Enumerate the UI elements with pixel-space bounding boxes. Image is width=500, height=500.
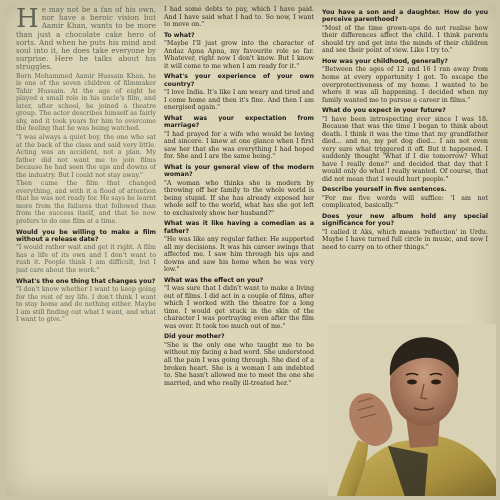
interview-question: Does your new album hold any special significance for you? [322,212,488,228]
interview-question: What was your expectation from marriage? [164,114,314,130]
interview-answer: "Between the ages of 12 and 16 I ran away from home at every opportunity I got. To escape the overprotectiveness of my home. I wanted to be where it was all happening. I decided when my family wanted me to pursue a career in films." [322,66,488,104]
magazine-page [6,6,496,496]
interview-question: To what? [164,31,195,39]
portrait-illustration [328,324,496,496]
interview-question: What was it like having a comedian as a father? [164,220,314,235]
interview-answer: "He was like any regular father. He supported all my decisions. It was his career swings that affected me. I saw him through his ups and downs and saw his home when he was very low." [164,236,314,274]
interview-answer: "A woman who thinks she is modern by throwing off her family to the whole world is being stupid. If she has already exposed her whole self to the world, what has she got left to exclusively show her husband?" [164,179,314,217]
body-paragraph: Born Mohammed Aamir Hussain Khan, he is one of the seven children of filmmaker Tahir Hussain. At the age of eight he played a small role in his uncle's film, and later, after school, he joined a theatre group. The actor describes himself as fairly shy, and it took years for him to overcome the feeling that he was being watched. [16,72,156,133]
interview-question: What's your experience of your own country? [164,73,314,88]
interview-answer: "I had prayed for a wife who would be loving and sincere. I knew at one glance when I first saw her that she was everything I had hoped for. She and I are the same being." [164,130,314,161]
interview-answer: "I called it Aks, which means 'reflection' in Urdu. Maybe I have turned full circle in music, and now I need to carry on to other things." [322,228,488,251]
interview-question: What do you expect in your future? [322,107,446,115]
body-paragraph: "I was always a quiet boy, the one who sat at the back of the class and said very little. Acting was an accident, not a plan. My father did not want me to join films because he had seen the ups and downs of the industry. But I could not stay away." [16,134,156,179]
drop-cap: H [16,6,39,34]
interview-question: What's the one thing that changes you? [16,277,156,285]
left-eye [407,380,417,385]
portrait-photo [328,324,496,496]
lead-text: e may not be a fan of his own, nor have a heroic vision but Aamir Khan, wants to be more than just a chocolate cake hero of sorts. And when he puts his mind and soul into it, he does take everyone by surprise. Here he talks about his struggles. [16,6,156,72]
interview-answer: "I don't know whether I want to keep going for the rest of my life. I don't think I want to stay home and do nothing either. Maybe I am still finding out what I want, and what I want to give." [16,285,156,324]
interview-question: Would you be willing to make a film without a release date? [16,228,156,243]
interview-answer: "I love India. It's like I am weary and tired and I come home and then it's fine. And then I am energised again." [164,89,314,112]
interview-question: What is your general view of the modern woman? [164,163,314,179]
interview-answer: "I have been introspecting ever since I was 18. Because that was the time I began to think about death. I think it was the time that my grandfather died... and no, my pet dog died... I am not even very sure what triggered it off. But it happened. I suddenly thought 'What if I die tomorrow? What have I really done?' and decided that day that I would only do what I really wanted. Of course, that did not mean that I would hurt people." [322,115,488,183]
interview-question: Describe yourself in five sentences. [322,186,447,194]
interview-question: What was the effect on you? [164,276,264,284]
lead-paragraph [16,6,156,72]
article-column-2 [164,6,314,496]
interview-answer: "She is the only one who taught me to be without my facing a bad word. She understood all the pain I was going through. She died of a broken heart. She is a woman I am indebted to. She hasn't allowed me to meet the one she married, and who really ill-treated her." [164,341,314,387]
interview-answer: "Most of the time grown-ups do not realise how their differences affect the child. I think parents should try and get into the minds of their children and see their point of view. Like I try to." [322,24,488,55]
interview-question: Did your mother? [164,333,225,341]
interview-answer: "I would rather wait and get it right. A film has a life of its own and I don't want to rush it. People think I am difficult, but I just care about the work." [16,244,156,275]
interview-answer: "I was sure that I didn't want to make a living out of films. I did act in a couple of films, after which I worked with the theatre for a long time. I would get stuck in the skin of the character I was portraying even after the film was over. It took too much out of me." [164,285,314,330]
body-paragraph: Then came the film that changed everything, and with it a flood of attention that he was not ready for. He says he learnt more from the failures that followed than from the success itself, and that he now prefers to do one film at a time. [16,180,156,226]
interview-answer: "Maybe I'll just grow into the character of Andaz Apna Apna, my favourite role so far. Whatever, right now I don't know. But I know it will come to me when I am ready for it." [164,40,314,70]
interview-question: You have a son and a daughter. How do you perceive parenthood? [322,9,488,24]
right-eye [431,380,441,385]
interview-answer: "For me five words will suffice: 'I am not complicated, basically.'" [322,194,488,210]
interview-answer: I had some debts to pay, which I have paid. And I have said what I had to. So now, I want to move on." [164,6,314,29]
article-column-1 [16,6,156,496]
interview-question: How was your childhood, generally? [322,58,448,65]
